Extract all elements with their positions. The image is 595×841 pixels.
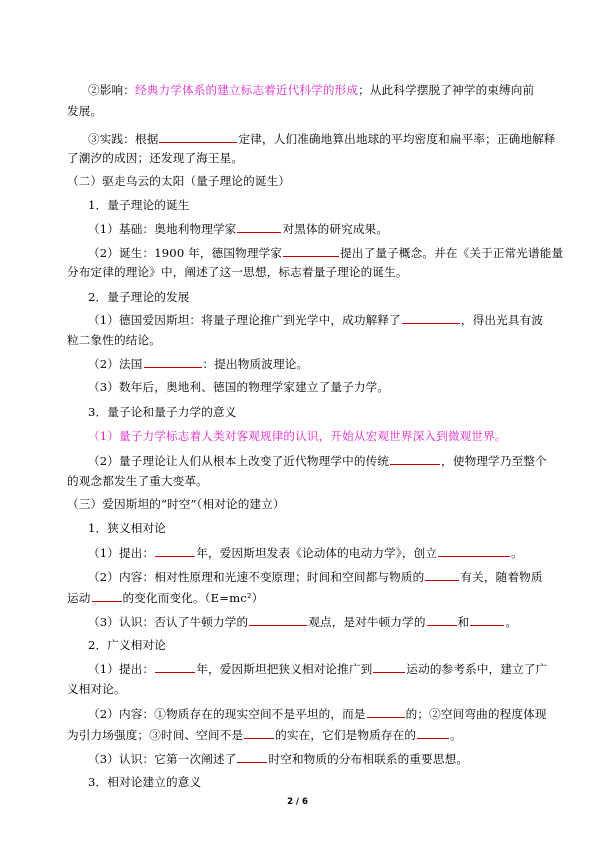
line-text: 2．广义相对论 [88, 638, 166, 652]
line-text: 提出了量子概念。并在《关于正常光谱能量 [340, 246, 564, 260]
line-text: 粒二象性的结论。 [67, 333, 161, 347]
text-line [67, 682, 126, 697]
fill-in-blank[interactable] [438, 545, 510, 557]
line-text: 观点，是对牛顿力学的 [308, 615, 426, 629]
line-text: 的变化而变化。（E=mc²） [122, 591, 264, 605]
fill-in-blank[interactable] [144, 356, 202, 368]
text-line [67, 151, 243, 166]
line-text: （3）认识：否认了牛顿力学的 [88, 615, 249, 629]
text-line [67, 590, 263, 606]
text-line [88, 751, 468, 767]
line-text: 运动的参考系中，建立了广 [406, 662, 548, 676]
fill-in-blank[interactable] [283, 245, 339, 257]
line-text: 分布定律的理论》中，阐述了这一思想，标志着量子理论的诞生。 [67, 265, 408, 279]
line-text: （3）数年后，奥地利、德国的物理学家建立了量子力学。 [88, 380, 390, 394]
text-line [88, 290, 189, 305]
line-text: 运动 [67, 591, 91, 605]
text-line [88, 312, 543, 328]
text-line [88, 83, 534, 98]
text-line [88, 405, 236, 420]
fill-in-blank[interactable] [373, 661, 405, 673]
line-text: 的；②空间弯曲的程度体现 [405, 707, 547, 721]
text-line [88, 638, 166, 653]
text-line [67, 104, 102, 119]
line-text: ，得出光具有波 [460, 313, 544, 327]
line-text: （2）内容：相对性原理和光速不变原理；时间和空间都与物质的 [88, 570, 425, 584]
line-text: 3．相对论建立的意义 [88, 775, 202, 789]
text-line [67, 265, 408, 280]
line-text: （二）驱走乌云的太阳（量子理论的诞生） [67, 174, 291, 188]
line-text: （2）法国 [88, 357, 143, 371]
fill-in-blank[interactable] [155, 545, 195, 557]
line-text: ②影响： [88, 83, 135, 97]
text-line [88, 380, 389, 395]
fill-in-blank[interactable] [237, 221, 281, 233]
line-text: 义相对论。 [67, 682, 126, 696]
highlighted-text: 量子力学标志着人类对客观规律的认识，开始从宏观世界深入到微观世界。 [119, 429, 507, 443]
fill-in-blank[interactable] [470, 614, 504, 626]
line-text: ；从此科学摆脱了神学的束缚向前 [358, 83, 535, 97]
line-text: 和 [457, 615, 470, 629]
line-text: ③实践：根据 [88, 132, 159, 146]
text-line [88, 545, 523, 561]
line-text: （2）诞生：1900 年，德国物理学家 [88, 246, 283, 260]
text-line [88, 131, 556, 147]
text-line [88, 198, 189, 213]
line-text: 发展。 [67, 104, 103, 118]
text-line [67, 174, 290, 189]
line-text: 。 [505, 615, 518, 629]
text-line [67, 474, 208, 489]
fill-in-blank[interactable] [159, 131, 237, 143]
text-line [88, 706, 547, 722]
line-text: ：提出物质波理论。 [202, 357, 309, 371]
line-text: 3．量子论和量子力学的意义 [88, 405, 237, 419]
fill-in-blank[interactable] [155, 661, 195, 673]
fill-in-blank[interactable] [367, 706, 405, 718]
line-text: （3）认识：它第一次阐述了 [88, 752, 237, 766]
text-line [88, 521, 166, 536]
line-text: 有关，随着物质 [460, 570, 543, 584]
text-line [67, 497, 285, 512]
fill-in-blank[interactable] [244, 727, 274, 739]
line-text: 2．量子理论的发展 [88, 290, 190, 304]
fill-in-blank[interactable] [425, 569, 459, 581]
line-text: 为引力场强度；③时间、空间不是 [67, 728, 244, 742]
line-text: 。 [450, 728, 462, 742]
text-line [88, 245, 563, 261]
line-text: 时空和物质的分布相联系的重要思想。 [268, 752, 469, 766]
text-line [88, 775, 201, 790]
line-text: （1）德国爱因斯坦：将量子理论推广到光学中，成功解释了 [88, 313, 401, 327]
fill-in-blank[interactable] [427, 614, 457, 626]
text-line [88, 221, 388, 237]
page-number: 2 / 6 [287, 797, 308, 807]
line-text: ，使物理学乃至整个 [441, 454, 547, 468]
text-line [88, 429, 507, 444]
line-text: 1．量子理论的诞生 [88, 198, 190, 212]
line-text: 定律，人们准确地算出地球的平均密度和扁平率；正确地解释 [238, 132, 556, 146]
fill-in-blank[interactable] [249, 614, 307, 626]
line-text: （2）量子理论让人们从根本上改变了近代物理学中的传统 [88, 454, 390, 468]
text-line [88, 356, 308, 372]
text-line [88, 453, 547, 469]
line-text: 年，爱因斯坦发表《论动体的电动力学》，创立 [196, 546, 438, 560]
line-text: 的观念都发生了重大变革。 [67, 474, 208, 488]
line-text: 对黑体的研究成果。 [282, 222, 389, 236]
text-line [67, 727, 462, 743]
line-text: 。 [511, 546, 523, 560]
fill-in-blank[interactable] [237, 751, 267, 763]
text-line [88, 661, 547, 677]
fill-in-blank[interactable] [402, 312, 460, 324]
fill-in-blank[interactable] [390, 453, 440, 465]
highlighted-text: （1） [88, 429, 120, 443]
fill-in-blank[interactable] [417, 727, 449, 739]
line-text: （1）提出： [88, 662, 155, 676]
highlighted-text: 经典力学体系的建立标志着近代科学的形成 [134, 83, 359, 97]
line-text: （1）提出： [88, 546, 155, 560]
line-text: 年，爱因斯坦把狭义相对论推广到 [196, 662, 373, 676]
fill-in-blank[interactable] [92, 590, 122, 602]
line-text: 的实在，它们是物质存在的 [275, 728, 417, 742]
text-line [88, 569, 543, 585]
text-line [88, 614, 517, 630]
line-text: （2）内容：①物质存在的现实空间不是平坦的，而是 [88, 707, 366, 721]
line-text: （三）爱因斯坦的“时空”（相对论的建立） [67, 497, 285, 511]
line-text: （1）基础：奥地利物理学家 [88, 222, 237, 236]
line-text: 了潮汐的成因；还发现了海王星。 [67, 151, 244, 165]
line-text: 1．狭义相对论 [88, 521, 166, 535]
text-line [67, 333, 161, 348]
